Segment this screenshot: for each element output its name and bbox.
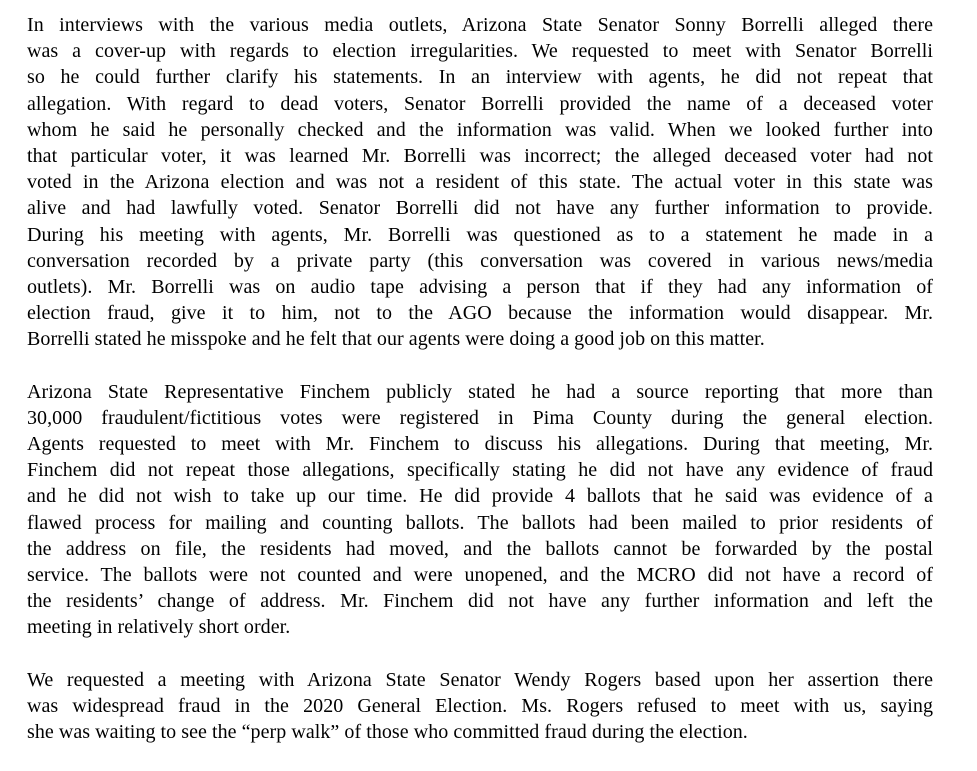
text-line: flawed process for mailing and counting ballots. The ballots had been mailed to prior residents of — [27, 511, 933, 534]
text-line: In interviews with the various media outlets, Arizona State Senator Sonny Borrelli alleged there — [27, 14, 933, 36]
text-line: Finchem did not repeat those allegations, specifically stating he did not have any evidence of fraud — [27, 459, 933, 482]
text-line: alive and had lawfully voted. Senator Borrelli did not have any further information to provide. — [27, 197, 933, 220]
text-line: meeting in relatively short order. — [27, 616, 291, 639]
text-line: that particular voter, it was learned Mr. Borrelli was incorrect; the alleged deceased voter had not — [27, 145, 933, 168]
document-page — [27, 12, 933, 771]
text-line: the residents’ change of address. Mr. Finchem did not have any further information and left the — [27, 590, 933, 613]
text-line: voted in the Arizona election and was not a resident of this state. The actual voter in this state was — [27, 171, 933, 194]
paragraph-borrelli — [27, 12, 933, 353]
text-line: election fraud, give it to him, not to the AGO because the information would disappear. Mr. — [27, 302, 933, 325]
text-line: whom he said he personally checked and the information was valid. When we looked further into — [27, 118, 933, 141]
text-line: outlets). Mr. Borrelli was on audio tape advising a person that if they had any information of — [27, 276, 933, 299]
text-line: Arizona State Representative Finchem publicly stated he had a source reporting that more than — [27, 380, 933, 403]
text-line: was widespread fraud in the 2020 General Election. Ms. Rogers refused to meet with us, saying — [27, 694, 933, 717]
text-line: Borrelli stated he misspoke and he felt that our agents were doing a good job on this matter. — [27, 328, 765, 351]
text-line: conversation recorded by a private party (this conversation was covered in various news/media — [27, 249, 933, 272]
text-line: Agents requested to meet with Mr. Finchem to discuss his allegations. During that meeting, Mr. — [27, 433, 933, 456]
text-line: was a cover-up with regards to election irregularities. We requested to meet with Senator Borrelli — [27, 40, 933, 63]
text-line: and he did not wish to take up our time. He did provide 4 ballots that he said was evidence of a — [27, 485, 933, 508]
text-line: allegation. With regard to dead voters, Senator Borrelli provided the name of a deceased voter — [27, 92, 933, 115]
paragraph-rogers — [27, 667, 933, 746]
text-line: she was waiting to see the “perp walk” of those who committed fraud during the election. — [27, 721, 748, 744]
text-line: We requested a meeting with Arizona State Senator Wendy Rogers based upon her assertion there — [27, 668, 933, 691]
text-line: so he could further clarify his statements. In an interview with agents, he did not repeat that — [27, 66, 933, 89]
text-line: 30,000 fraudulent/fictitious votes were registered in Pima County during the general election. — [27, 406, 933, 429]
text-line: the address on file, the residents had moved, and the ballots cannot be forwarded by the postal — [27, 537, 933, 560]
text-line: During his meeting with agents, Mr. Borrelli was questioned as to a statement he made in a — [27, 223, 933, 246]
text-line: service. The ballots were not counted and were unopened, and the MCRO did not have a record of — [27, 564, 933, 587]
paragraph-finchem — [27, 379, 933, 641]
